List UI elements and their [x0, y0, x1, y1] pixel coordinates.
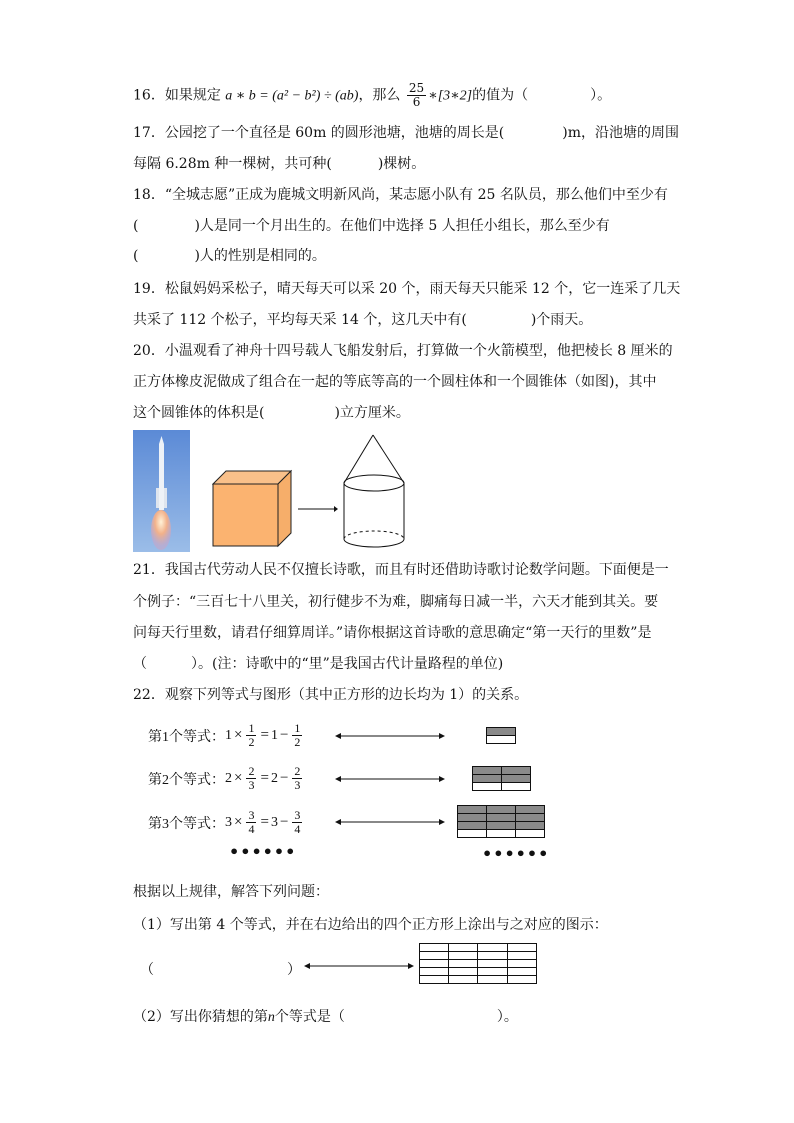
q18-line-3: ( )人的性别是相同的。 [133, 248, 326, 264]
part1-close-paren: ） [287, 962, 301, 978]
double-arrow-2 [335, 774, 445, 784]
ellipsis-right: •••••• [482, 844, 550, 863]
q17-line-2: 每隔 6.28m 种一棵树，共可种( )棵树。 [133, 156, 426, 172]
q20-line-2: 正方体橡皮泥做成了组合在一起的等底等高的一个圆柱体和一个圆锥体（如图)，其中 [133, 374, 657, 390]
q18-line-1: 18．“全城志愿”正成为鹿城文明新风尚，某志愿小队有 25 名队员，那么他们中至少有 [133, 187, 668, 203]
q16-definition: a ∗ b = (a² − b²) ÷ (ab) [225, 88, 359, 104]
clay-cube-figure [212, 468, 292, 548]
q22-part1: （1）写出第 4 个等式，并在右边给出的四个正方形上涂出与之对应的图示： [133, 917, 608, 933]
q21-line-3: 问每天行里数，请君仔细算周详。”请你根据这首诗歌的意思确定“第一天行的里数”是 [133, 625, 652, 641]
q18-line-2: ( )人是同一个月出生的。在他们中选择 5 人担任小组长，那么至少有 [133, 218, 610, 234]
rocket-launch-photo [133, 430, 190, 552]
square-figure-1 [486, 727, 517, 745]
q21-line-2: 个例子：“三百七十八里关，初行健步不为难，脚痛每日减一半，六天才能到其关。要 [133, 594, 659, 610]
part1-open-paren: （ [140, 962, 154, 978]
square-figure-2 [472, 766, 532, 792]
cylinder-cone-figure [340, 433, 410, 551]
q22-rule: 根据以上规律，解答下列问题： [133, 884, 329, 900]
equation-2: 第2个等式： 2 × $\frac{2}{3}$ = 2 − $\frac{2}{3}$ [148, 764, 301, 792]
q21-line-1: 21．我国古代劳动人民不仅擅长诗歌，而且有时还借助诗歌讨论数学问题。下面便是一 [133, 562, 669, 578]
part1-answer-blank[interactable] [160, 958, 288, 980]
square-figure-3 [457, 805, 546, 839]
q19-line-1: 19．松鼠妈妈采松子，晴天每天可以采 20 个，雨天每天只能采 12 个，它一连采了几天 [133, 281, 681, 297]
double-arrow-1 [335, 731, 445, 741]
q16-line: 16．如果规定 a ∗ b = (a² − b²) ÷ (ab)，那么 $\frac{25}{6}$ ∗[3∗2]的值为（ ）。 [133, 81, 612, 109]
square-figure-4-blank[interactable] [419, 943, 538, 985]
q20-line-1: 20．小温观看了神舟十四号载人飞船发射后，打算做一个火箭模型，他把棱长 8 厘米的 [133, 343, 673, 359]
equation-1: 第1个等式： 1 × $\frac{1}{2}$ = 1 − $\frac{1}{2}$ [148, 721, 301, 749]
equation-3: 第3个等式： 3 × $\frac{3}{4}$ = 3 − $\frac{3}{4}$ [148, 808, 301, 836]
q17-line-1: 17．公园挖了一个直径是 60m 的圆形池塘，池塘的周长是( )m，沿池塘的周围 [133, 125, 680, 141]
q20-line-3: 这个圆锥体的体积是( )立方厘米。 [133, 405, 410, 421]
q22-intro: 22．观察下列等式与图形（其中正方形的边长均为 1）的关系。 [133, 687, 529, 703]
q16-fraction: $\frac{25}{6}$ [408, 81, 425, 109]
ellipsis-left: •••••• [229, 842, 297, 861]
q19-line-2: 共采了 112 个松子，平均每天采 14 个，这几天中有( )个雨天。 [133, 312, 593, 328]
double-arrow-3 [335, 817, 445, 827]
double-arrow-4 [304, 961, 414, 971]
transform-arrow [296, 504, 338, 514]
q21-line-4: （ ）。(注：诗歌中的“里”是我国古代计量路程的单位) [133, 656, 504, 672]
q22-part2: （2）写出你猜想的第n个等式是（ ）。 [133, 1009, 518, 1025]
